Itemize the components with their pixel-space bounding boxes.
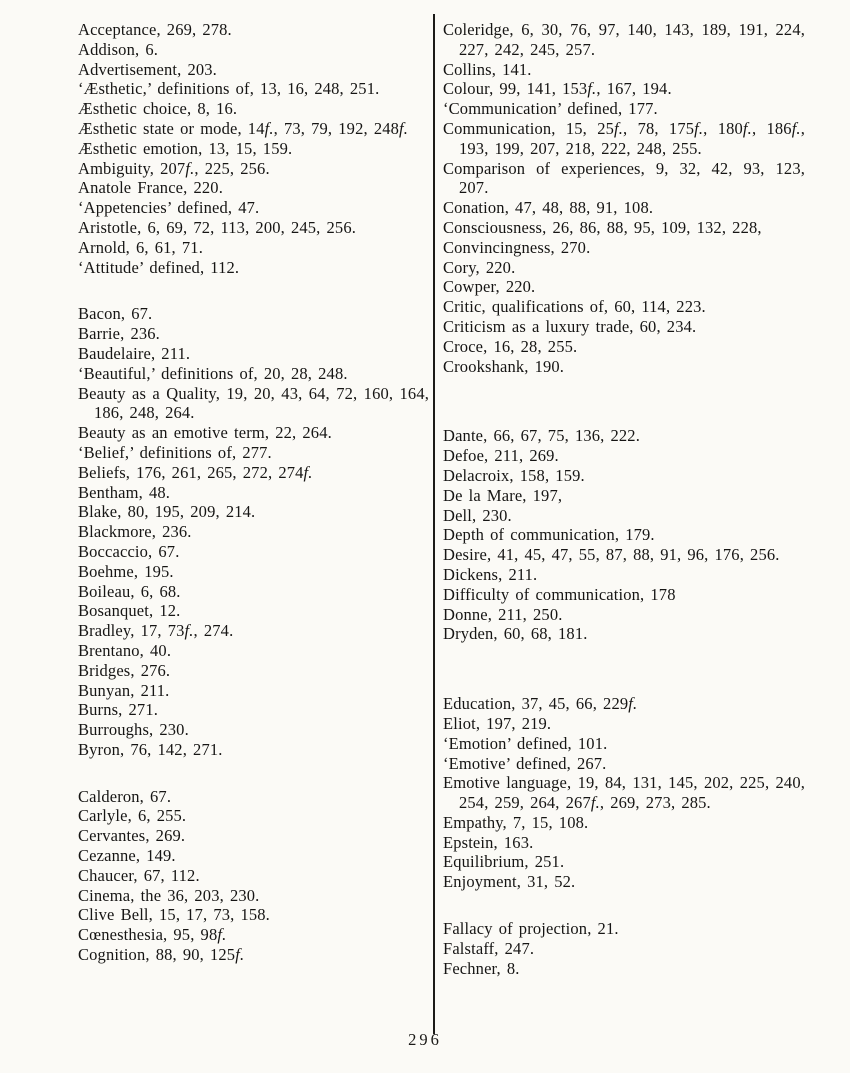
index-entry: Bacon, 67. — [78, 304, 153, 324]
index-entry: Addison, 6. — [78, 39, 158, 59]
index-entry: Desire, 41, 45, 47, 55, 87, 88, 91, 96, 176, 256. — [443, 545, 780, 565]
page-number: 296 — [408, 1030, 442, 1049]
index-section — [78, 20, 429, 277]
index-entry: Beauty as an emotive term, 22, 264. — [78, 423, 332, 443]
index-section — [443, 426, 805, 644]
index-column-left — [78, 20, 429, 978]
index-entry: Eliot, 197, 219. — [443, 713, 552, 733]
index-section — [78, 304, 429, 759]
index-entry: Consciousness, 26, 86, 88, 95, 109, 132, 228, — [443, 217, 762, 237]
index-entry: Empathy, 7, 15, 108. — [443, 812, 589, 832]
index-entry: Acceptance, 269, 278. — [78, 20, 232, 39]
index-entry: Donne, 211, 250. — [443, 604, 563, 624]
index-entry: Cowper, 220. — [443, 277, 536, 297]
index-entry: Anatole France, 220. — [78, 178, 223, 198]
index-entry: Bridges, 276. — [78, 660, 171, 680]
index-entry: Dante, 66, 67, 75, 136, 222. — [443, 426, 640, 446]
index-entry: Boileau, 6, 68. — [78, 581, 181, 601]
index-entry: Enjoyment, 31, 52. — [443, 872, 576, 892]
index-entry: Calderon, 67. — [78, 786, 172, 806]
index-entry: Dickens, 211. — [443, 564, 538, 584]
index-entry: Bunyan, 211. — [78, 680, 170, 700]
index-entry: Criticism as a luxury trade, 60, 234. — [443, 316, 697, 336]
column-divider-rule — [433, 14, 435, 1034]
index-entry: ‘Belief,’ definitions of, 277. — [78, 442, 272, 462]
index-entry: Croce, 16, 28, 255. — [443, 336, 578, 356]
index-entry: Cœnesthesia, 95, 98f. — [78, 925, 227, 945]
index-entry: Cezanne, 149. — [78, 846, 176, 866]
index-entry: Burns, 271. — [78, 700, 158, 720]
index-entry: ‘Beautiful,’ definitions of, 20, 28, 248. — [78, 363, 348, 383]
index-section — [443, 20, 805, 376]
index-entry: Depth of communication, 179. — [443, 525, 655, 545]
index-entry: ‘Appetencies’ defined, 47. — [78, 198, 260, 218]
index-entry: Blake, 80, 195, 209, 214. — [78, 502, 256, 522]
index-entry: Conation, 47, 48, 88, 91, 108. — [443, 198, 654, 218]
index-entry: Boccaccio, 67. — [78, 541, 180, 561]
index-entry: ‘Emotion’ defined, 101. — [443, 733, 608, 753]
index-entry: Bradley, 17, 73f., 274. — [78, 621, 234, 641]
index-entry: De la Mare, 197, — [443, 485, 563, 505]
index-entry: Ambiguity, 207f., 225, 256. — [78, 158, 270, 178]
index-entry: Clive Bell, 15, 17, 73, 158. — [78, 905, 270, 925]
index-entry: Bentham, 48. — [78, 482, 171, 502]
index-entry: Aristotle, 6, 69, 72, 113, 200, 245, 256. — [78, 217, 357, 237]
index-entry: Burroughs, 230. — [78, 720, 189, 740]
index-entry: Cognition, 88, 90, 125f. — [78, 945, 245, 965]
index-entry: ‘Emotive’ defined, 267. — [443, 753, 607, 773]
index-entry: Fechner, 8. — [443, 958, 520, 978]
index-section — [443, 919, 805, 978]
index-entry: Æsthetic emotion, 13, 15, 159. — [78, 138, 293, 158]
index-entry: Critic, qualifications of, 60, 114, 223. — [443, 297, 706, 317]
index-entry: Equilibrium, 251. — [443, 852, 565, 872]
index-entry: Epstein, 163. — [443, 832, 534, 852]
index-entry: Brentano, 40. — [78, 640, 172, 660]
index-entry: Fallacy of projection, 21. — [443, 919, 619, 939]
index-entry: Difficulty of communication, 178 — [443, 584, 676, 604]
index-entry: Cory, 220. — [443, 257, 516, 277]
index-entry: Coleridge, 6, 30, 76, 97, 140, 143, 189, 191, 224, 227, 242, 245, 257. — [443, 20, 805, 59]
index-entry: Æsthetic choice, 8, 16. — [78, 99, 238, 119]
index-entry: Education, 37, 45, 66, 229f. — [443, 694, 638, 714]
index-entry: ‘Æsthetic,’ definitions of, 13, 16, 248, 251. — [78, 79, 380, 99]
index-entry: Delacroix, 158, 159. — [443, 465, 585, 485]
index-entry: Falstaff, 247. — [443, 938, 535, 958]
index-entry: Dell, 230. — [443, 505, 512, 525]
index-entry: ‘Attitude’ defined, 112. — [78, 257, 240, 277]
index-entry: Bosanquet, 12. — [78, 601, 181, 621]
index-entry: Baudelaire, 211. — [78, 343, 191, 363]
index-entry: Dryden, 60, 68, 181. — [443, 624, 588, 644]
index-entry: Colour, 99, 141, 153f., 167, 194. — [443, 79, 672, 99]
index-entry: Communication, 15, 25f., 78, 175f., 180f., 186f., 193, 199, 207, 218, 222, 248, 255. — [443, 118, 805, 158]
index-entry: Advertisement, 203. — [78, 59, 217, 79]
index-entry: Cinema, the 36, 203, 230. — [78, 885, 260, 905]
index-column-right — [443, 20, 805, 978]
index-entry: Cervantes, 269. — [78, 826, 186, 846]
index-entry: Æsthetic state or mode, 14f., 73, 79, 192, 248f. — [78, 118, 409, 138]
index-entry: ‘Communication’ defined, 177. — [443, 99, 658, 119]
index-entry: Arnold, 6, 61, 71. — [78, 237, 203, 257]
index-entry: Emotive language, 19, 84, 131, 145, 202, 225, 240, 254, 259, 264, 267f., 269, 273, 285. — [443, 773, 805, 813]
index-entry: Beauty as a Quality, 19, 20, 43, 64, 72, 160, 164, 186, 248, 264. — [78, 383, 429, 423]
index-entry: Carlyle, 6, 255. — [78, 806, 187, 826]
index-entry: Convincingness, 270. — [443, 237, 591, 257]
index-entry: Defoe, 211, 269. — [443, 446, 559, 466]
index-entry: Chaucer, 67, 112. — [78, 865, 200, 885]
index-entry: Crookshank, 190. — [443, 356, 565, 376]
index-section — [443, 694, 805, 892]
index-entry: Barrie, 236. — [78, 324, 160, 344]
index-entry: Blackmore, 236. — [78, 522, 192, 542]
index-entry: Boehme, 195. — [78, 561, 174, 581]
index-entry: Comparison of experiences, 9, 32, 42, 93, 123, 207. — [443, 158, 805, 198]
index-entry: Collins, 141. — [443, 59, 532, 79]
index-entry: Byron, 76, 142, 271. — [78, 739, 223, 759]
index-section — [78, 787, 429, 965]
index-entry: Beliefs, 176, 261, 265, 272, 274f. — [78, 462, 313, 482]
